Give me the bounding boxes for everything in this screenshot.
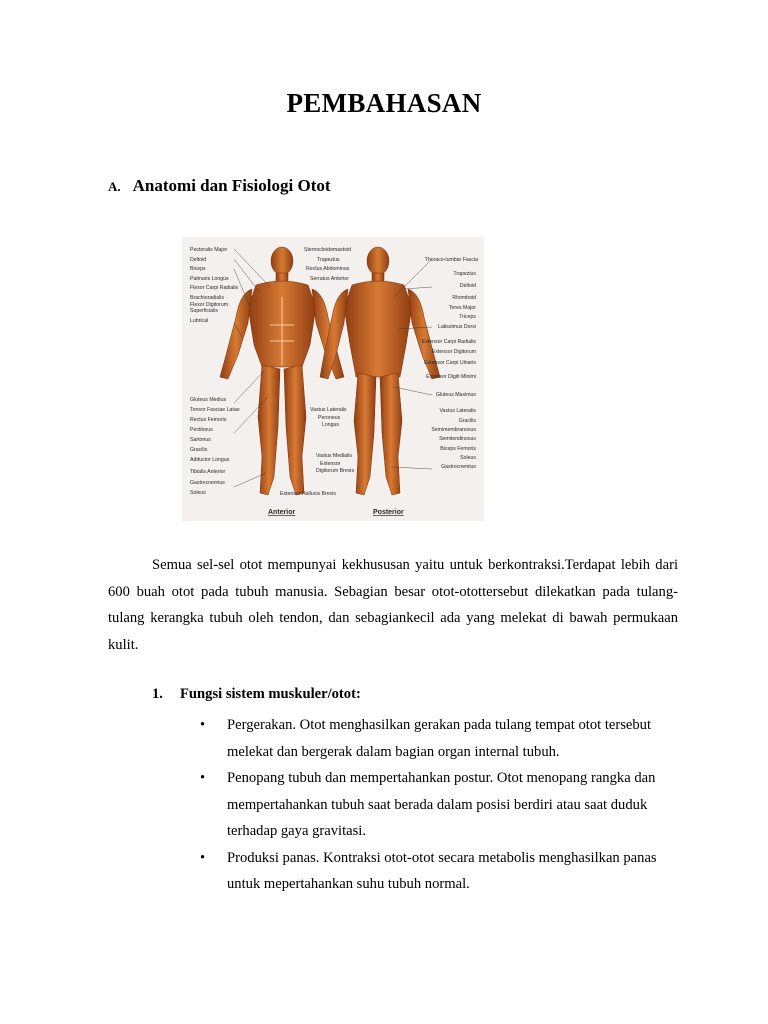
section-letter: A. [108,179,121,194]
page-title: PEMBAHASAN [286,88,482,118]
figure-label-left: Sartorius [190,437,211,443]
figure-label-right: Extensor Carpi Ulnaris [424,360,476,366]
bullet-icon: • [200,770,206,786]
figure-label-right: Gluteus Maximus [435,392,476,398]
list-item-text: Produksi panas. Kontraksi otot-otot secara metabolis menghasilkan panas untuk mepertahankan suhu tubuh normal. [227,849,657,892]
figure-label-left: Tensor Fasciae Latae [190,407,240,413]
figure-label-left: Gastrocnemius [190,480,225,486]
figure-label-right: Trapezius [453,271,476,277]
figure-label-right: Latissimus Dorsi [437,324,476,330]
section-title: Anatomi dan Fisiologi Otot [132,176,331,195]
figure-label-left: Flexor Carpi Radialis [190,285,239,291]
figure-label-right: Vastus Lateralis [439,408,476,414]
list-item [200,765,680,845]
figure-label-right: Rhomboid [452,295,476,301]
figure-label-right: Extensor Digiti Minimi [426,374,476,380]
figure-label-center: Longus [322,422,340,428]
figure-label-right: Gracilis [458,418,476,424]
figure-label-center: Extensor [320,461,341,467]
figure-label-left: Pectineus [190,427,213,433]
list-item-text: Pergerakan. Otot menghasilkan gerakan pada tulang tempat otot tersebut melekat dan bergerak dalam bagian organ internal tubuh. [227,717,652,760]
figure-label-left: Adductor Longus [190,457,230,463]
figure-label-right: Deltoid [459,283,476,289]
figure-label-center: Vastus Lateralis [310,407,347,413]
figure-label-left: Biceps [190,266,206,272]
figure-label-left: Soleus [190,490,206,496]
figure-label-right: Thoraco-lumbar Fascia [424,257,478,263]
list-item-text: Penopang tubuh dan mempertahankan postur. Otot menopang rangka dan mempertahankan tubuh saat berada dalam posisi berdiri atau saat duduk terhadap gaya gravitasi. [227,770,656,839]
figure-label-right: Semitendinosus [439,436,476,442]
figure-label-left: Brachioradialis [190,295,225,301]
figure-label-center: Peroneus [318,415,341,421]
figure-label-right: Soleus [460,455,476,461]
figure-label-left: Gluteus Medius [190,397,227,403]
list-item [200,712,680,765]
muscle-anatomy-figure [182,237,484,521]
figure-label-right: Biceps Femoris [440,446,476,452]
figure-label-center: Rectus Abdominus [306,266,350,272]
figure-label-center: Serratus Anterior [310,276,349,282]
figure-label-left: Gracilis [190,447,208,453]
figure-label-center: Vastus Medialis [316,453,352,459]
figure-label-center: Extensor Hallucis Brevis [280,491,336,497]
posterior-caption: Posterior [373,509,404,516]
figure-label-left: Flexor Digitorum [190,302,229,308]
figure-label-right: Extensor Digitorum [431,349,476,355]
figure-label-center: Digitorum Brevis [316,468,355,474]
figure-label-center: Trapezius [317,257,340,263]
figure-label-center: Sternocleidomastoid [304,247,352,253]
figure-label-right: Gastrocnemius [441,464,476,470]
figure-label-left: Deltoid [190,257,207,263]
figure-label-left: Superficialis [190,308,218,314]
section-heading [108,176,331,196]
figure-label-left: Palmaris Longus [190,276,229,282]
figure-label-right: Triceps [459,314,476,320]
bullet-icon: • [200,849,206,866]
bullet-icon: • [200,717,206,733]
subsection-heading [152,686,361,703]
anterior-caption: Anterior [268,509,296,516]
figure-label-right: Extensor Carpi Radialis [421,339,476,345]
function-list [200,712,680,898]
list-item [200,845,680,898]
figure-label-right: Teres Major [448,305,476,311]
figure-label-left: Tibialis Anterior [190,469,226,475]
figure-label-left: Lubrical [190,318,209,324]
subsection-title: Fungsi sistem muskuler/otot: [180,686,361,702]
figure-label-left: Rectus Femoris [190,417,227,423]
figure-label-left: Pectoralis Major [190,247,228,253]
figure-label-right: Semimembranosus [431,427,476,433]
body-paragraph: Semua sel-sel otot mempunyai kekhususan yaitu untuk berkontraksi.Terdapat lebih dari 600 buah otot pada tubuh manusia. Sebagian besar otot-otottersebut dilekatkan pada tulang-tulang kerangka tubuh oleh tendon, dan sebagiankecil ada yang melekat di bawah permukaan kulit. [108,557,678,653]
subsection-number: 1. [152,686,163,702]
